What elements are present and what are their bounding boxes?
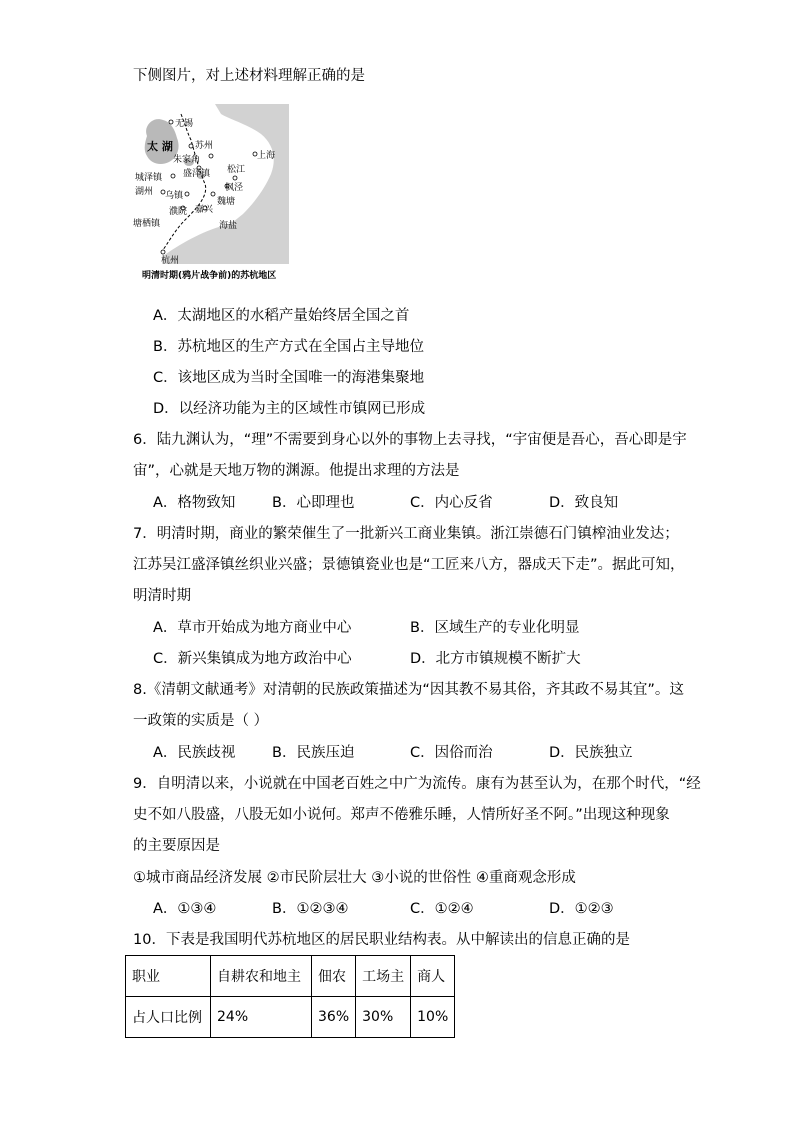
- q7-option-b[interactable]: B．区域生产的专业化明显: [410, 620, 580, 636]
- table-cell: 30%: [356, 997, 411, 1038]
- map-label-suzhou: 苏州: [195, 141, 214, 151]
- q8-text-line-1: 8.《清朝文献通考》对清朝的民族政策描述为“因其教不易其俗，齐其政不易其宜”。这: [133, 682, 684, 698]
- table-header-cell: 工场主: [356, 956, 411, 997]
- map-label-wuzhen: 乌镇: [165, 191, 184, 201]
- map-caption: 明清时期(鸦片战争前)的苏杭地区: [142, 271, 277, 281]
- map-label-hangzhou: 杭州: [161, 256, 180, 264]
- occupation-table: [125, 955, 455, 1038]
- q9-items: ①城市商品经济发展 ②市民阶层壮大 ③小说的世俗性 ④重商观念形成: [133, 870, 576, 886]
- table-row: [126, 997, 455, 1038]
- map-label-songjiang: 松江: [227, 165, 246, 175]
- q8-option-d[interactable]: D．民族独立: [549, 745, 633, 761]
- q7-text-line-3: 明清时期: [133, 588, 191, 604]
- table-header-cell: 自耕农和地主: [211, 956, 312, 997]
- q9-text-line-2: 史不如八股盛，八股无如小说何。郑声不倦雅乐睡，人情所好圣不阿。”出现这种现象: [133, 807, 670, 823]
- map-label-wuxi: 无锡: [175, 119, 194, 129]
- map-label-shanghai: 上海: [257, 151, 276, 161]
- q9-option-b[interactable]: B．①②③④: [272, 901, 349, 917]
- q7-option-d[interactable]: D．北方市镇规模不断扩大: [410, 651, 581, 667]
- table-cell: 10%: [411, 997, 455, 1038]
- q6-text-line-1: 6．陆九渊认为，“理”不需要到身心以外的事物上去寻找，“宇宙便是吾心，吾心即是宇: [133, 432, 687, 448]
- q7-option-c[interactable]: C．新兴集镇成为地方政治中心: [153, 651, 352, 667]
- q8-option-b[interactable]: B．民族压迫: [272, 745, 355, 761]
- map-label-weitang: 魏塘: [217, 197, 236, 207]
- table-header-cell: 商人: [411, 956, 455, 997]
- q9-text-line-3: 的主要原因是: [133, 838, 220, 854]
- q6-option-b[interactable]: B．心即理也: [272, 495, 355, 511]
- map-label-puyuan: 濮院: [169, 207, 188, 217]
- map-label-chengze: 城泽镇: [135, 173, 163, 183]
- q6-option-a[interactable]: A．格物致知: [153, 495, 236, 511]
- q9-option-c[interactable]: C．①②④: [410, 901, 474, 917]
- map-label-huzhou: 湖州: [135, 187, 154, 197]
- q5-option-d[interactable]: D．以经济功能为主的区域性市镇网已形成: [153, 401, 426, 417]
- map-label-fengjing: 枫泾: [225, 183, 244, 193]
- map-label-haiyan: 海盐: [219, 221, 238, 231]
- table-row: [126, 956, 455, 997]
- q9-option-a[interactable]: A．①③④: [153, 901, 217, 917]
- suhang-map: [133, 104, 289, 264]
- question-intro: 下侧图片，对上述材料理解正确的是: [133, 68, 365, 84]
- q5-option-c[interactable]: C．该地区成为当时全国唯一的海港集聚地: [153, 370, 425, 386]
- q8-text-line-2: 一政策的实质是（ ）: [133, 713, 269, 729]
- q8-option-c[interactable]: C．因俗而治: [410, 745, 493, 761]
- q10-text: 10．下表是我国明代苏杭地区的居民职业结构表。从中解读出的信息正确的是: [133, 932, 630, 948]
- q8-option-a[interactable]: A．民族歧视: [153, 745, 236, 761]
- map-label-jiaxing: 嘉兴: [195, 205, 214, 215]
- map-label-zhujiajiao: 朱家角: [173, 155, 201, 165]
- q5-option-a[interactable]: A．太湖地区的水稻产量始终居全国之首: [153, 308, 410, 324]
- table-cell: 24%: [211, 997, 312, 1038]
- map-label-tangqi: 塘栖镇: [133, 219, 161, 229]
- q6-text-line-2: 宙”，心就是天地万物的渊源。他提出求理的方法是: [133, 463, 460, 479]
- map-label-taihu: 太 湖: [147, 140, 173, 153]
- table-header-cell: 职业: [126, 956, 211, 997]
- table-cell: 占人口比例: [126, 997, 211, 1038]
- table-cell: 36%: [312, 997, 356, 1038]
- map-label-shengze: 盛泽镇: [183, 169, 211, 179]
- q7-text-line-1: 7．明清时期，商业的繁荣催生了一批新兴工商业集镇。浙江崇德石门镇榨油业发达；: [133, 526, 679, 542]
- q6-option-d[interactable]: D．致良知: [549, 495, 619, 511]
- q5-option-b[interactable]: B．苏杭地区的生产方式在全国占主导地位: [153, 339, 424, 355]
- q9-option-d[interactable]: D．①②③: [549, 901, 614, 917]
- q7-text-line-2: 江苏吴江盛泽镇丝织业兴盛；景德镇瓷业也是“工匠来八方，器成天下走”。据此可知，: [133, 557, 685, 573]
- q9-text-line-1: 9．自明清以来，小说就在中国老百姓之中广为流传。康有为甚至认为，在那个时代，“经: [133, 776, 701, 792]
- table-header-cell: 佃农: [312, 956, 356, 997]
- q6-option-c[interactable]: C．内心反省: [410, 495, 493, 511]
- q7-option-a[interactable]: A．草市开始成为地方商业中心: [153, 620, 352, 636]
